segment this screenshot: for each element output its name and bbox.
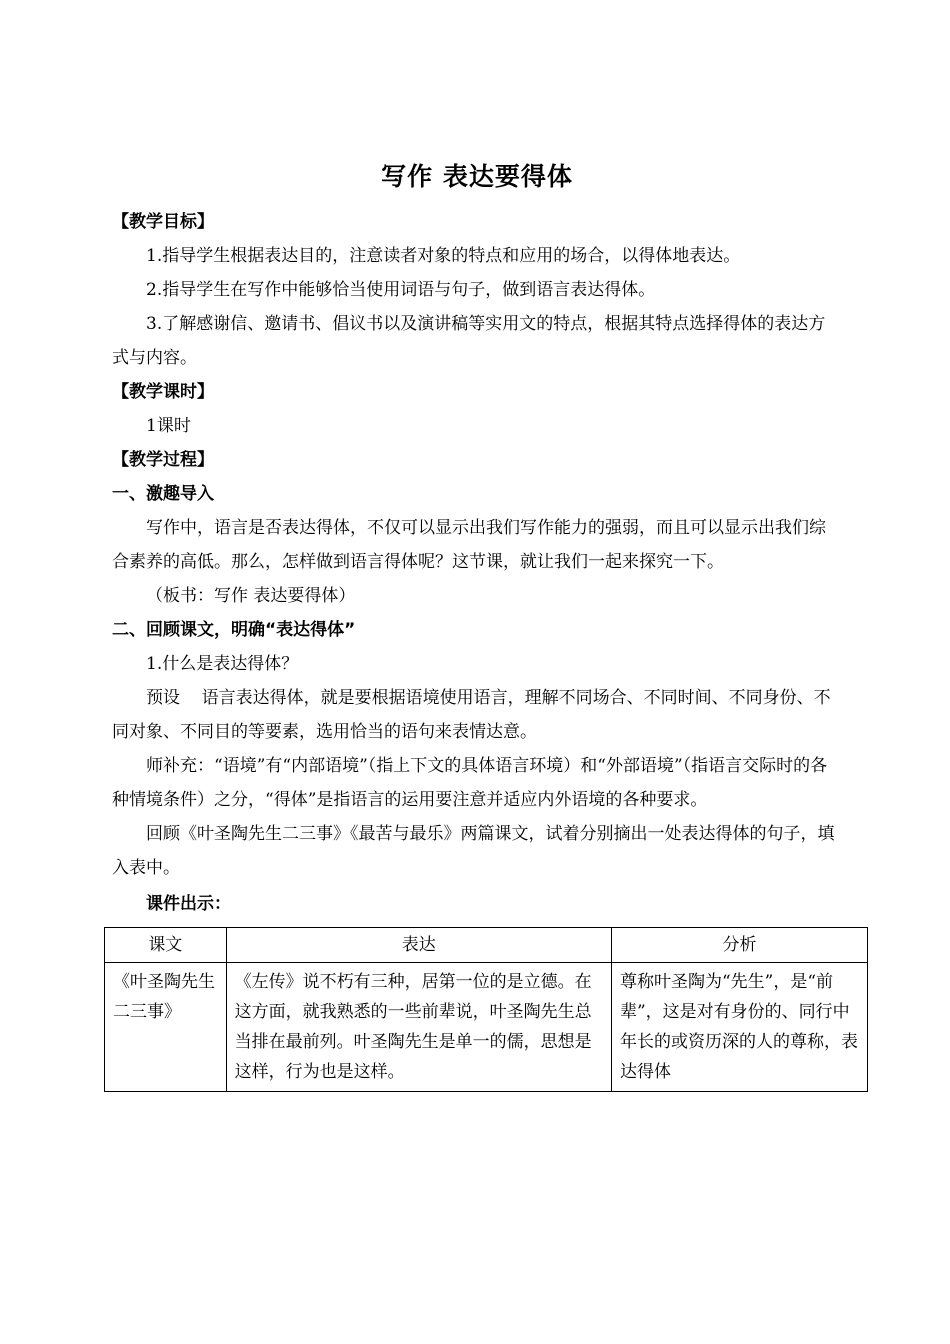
part-1-heading: 一、激趣导入 — [112, 484, 214, 504]
goal-2: 2.指导学生在写作中能够恰当使用词语与句子，做到语言表达得体。 — [146, 280, 656, 300]
question-1: 1.什么是表达得体？ — [146, 654, 299, 674]
goal-3: 3.了解感谢信、邀请书、倡议书以及演讲稿等实用文的特点，根据其特点选择得体的表达方式与内容。 — [112, 314, 826, 368]
table-header-row — [105, 928, 868, 963]
courseware-caption: 课件出示： — [146, 894, 231, 914]
part-2-heading: 二、回顾课文，明确“表达得体” — [112, 620, 356, 640]
comparison-table — [104, 927, 868, 1092]
header-analysis: 分析 — [611, 928, 867, 963]
page-title: 写作 表达要得体 — [381, 162, 573, 191]
section-process-heading: 【教学过程】 — [112, 450, 214, 470]
board-note: （板书：写作 表达要得体） — [146, 586, 356, 606]
table-row — [105, 963, 868, 1092]
section-hours-heading: 【教学课时】 — [112, 382, 214, 402]
review-instruction: 回顾《叶圣陶先生二三事》《最苦与最乐》两篇课文，试着分别摘出一处表达得体的句子，填入表中。 — [112, 824, 835, 878]
header-text: 课文 — [105, 928, 227, 963]
cell-analysis: 尊称叶圣陶为“先生”，是“前辈”，这是对有身份的、同行中年长的或资历深的人的尊称，表达得体 — [611, 963, 867, 1092]
hours-text: 1课时 — [146, 416, 191, 436]
header-expression: 表达 — [226, 928, 611, 963]
document-page — [112, 155, 858, 1092]
preset-answer: 预设 语言表达得体，就是要根据语境使用语言，理解不同场合、不同时间、不同身份、不同对象、不同目的等要素，选用恰当的语句来表情达意。 — [112, 688, 831, 742]
cell-expression: 《左传》说不朽有三种，居第一位的是立德。在这方面，就我熟悉的一些前辈说，叶圣陶先生总当排在最前列。叶圣陶先生是单一的儒，思想是这样，行为也是这样。 — [226, 963, 611, 1092]
cell-text: 《叶圣陶先生二三事》 — [105, 963, 227, 1092]
goal-1: 1.指导学生根据表达目的，注意读者对象的特点和应用的场合，以得体地表达。 — [146, 246, 741, 266]
intro-paragraph: 写作中，语言是否表达得体，不仅可以显示出我们写作能力的强弱，而且可以显示出我们综合素养的高低。那么，怎样做到语言得体呢？这节课，就让我们一起来探究一下。 — [112, 518, 826, 572]
teacher-supplement: 师补充：“语境”有“内部语境”（指上下文的具体语言环境）和“外部语境”（指语言交际时的各种情境条件）之分，“得体”是指语言的运用要注意并适应内外语境的各种要求。 — [112, 756, 828, 810]
section-goals-heading: 【教学目标】 — [112, 212, 214, 232]
